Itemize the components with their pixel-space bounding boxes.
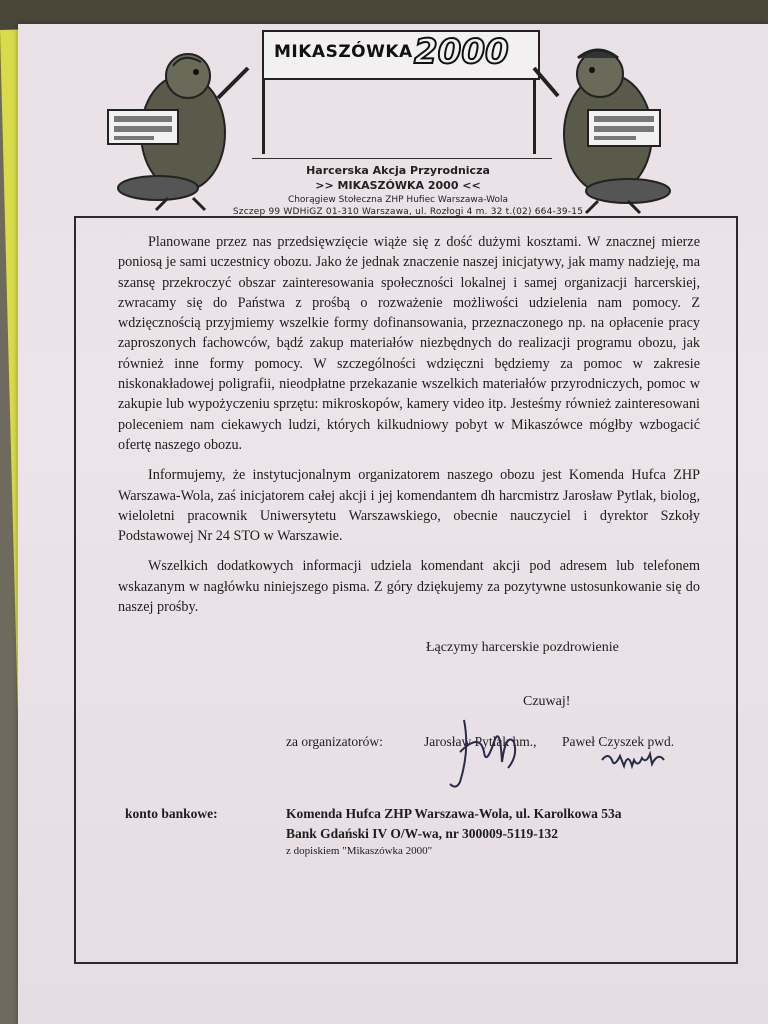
closing-czuwaj: Czuwaj! <box>523 694 571 709</box>
bank-recipient: Komenda Hufca ZHP Warszawa-Wola, ul. Karolkowa 53a <box>286 806 622 821</box>
banner-title: MIKASZÓWKA <box>274 42 413 62</box>
banner-pole-left <box>262 74 265 154</box>
beaver-left-illustration <box>98 38 258 213</box>
paragraph-contact: Wszelkich dodatkowych informacji udziela komendant akcji pod adresem lub telefonem wskazanym w nagłówku niniejszego pisma. Z góry dziękujemy za pozytywne ustosunkowanie się do naszej prośby. <box>118 558 700 616</box>
signature-czyszek <box>598 746 678 776</box>
header-rule <box>252 158 552 159</box>
signature-label: za organizatorów: <box>286 734 383 749</box>
letter-body <box>118 232 700 627</box>
bank-account-label: konto bankowe: <box>125 806 218 821</box>
greeting: Łączymy harcerskie pozdrowienie <box>426 640 619 655</box>
header-units: Chorągiew Stołeczna ZHP Hufiec Warszawa-Wola <box>287 195 509 205</box>
header-organization: Harcerska Akcja Przyrodnicza <box>306 164 490 177</box>
signer-pytlak: Jarosław Pytlak hm., <box>424 734 537 749</box>
signer-czyszek: Paweł Czyszek pwd. <box>562 734 675 749</box>
paragraph-costs: Planowane przez nas przedsięwzięcie wiąże się z dość dużymi kosztami. W znacznej mierze poniosą je sami uczestnicy obozu. Jako że jednak znaczenie naszej inicjatywy, jak mamy nadzieję, ma szansę przekroczyć obszar zainteresowania społeczności lokalnej i samej organizacji harcerskiej, zwracamy się do Państwa z prośbą o rozważenie możliwości udzielenia nam pomocy. Z wdzięcznością przyjmiemy wszelkie formy dofinansowania, przeznaczonego np. na opłacenie pracy zaproszonych fachowców, bądź zakup materiałów niezbędnych do realizacji programu obozu, jak również inne formy pomocy. W szczególności wdzięczni będziemy za pomoc w zakresie niskonakładowej poligrafii, nieodpłatne przekazanie wszelkich materiałów przyrodniczych, pomoc w zakupie lub wypożyczeniu sprzętu: mikroskopów, kamery video itp. Jesteśmy również zainteresowani poleceniem nam ciekawych ludzi, których kilkudniowy pobyt w Mikaszówce mógłby wzbogacić ofertę naszego obozu. <box>118 234 700 453</box>
signature-pytlak <box>446 712 526 792</box>
paragraph-organizer: Informujemy, że instytucjonalnym organizatorem naszego obozu jest Komenda Hufca ZHP Warszawa-Wola, zaś inicjatorem całej akcji i jej komendantem dh harcmistrz Jarosław Pytlak, biolog, wieloletni pracownik Uniwersytetu Warszawskiego, obecnie nauczyciel i dyrektor Szkoły Podstawowej Nr 24 STO w Warszawie. <box>118 467 700 545</box>
banner-year: 2000 <box>414 32 509 72</box>
header-action-name: >> MIKASZÓWKA 2000 << <box>315 179 481 192</box>
letterhead <box>18 24 768 224</box>
bank-transfer-note: z dopiskiem "Mikaszówka 2000" <box>286 845 433 857</box>
header-address: Szczep 99 WDHiGZ 01-310 Warszawa, ul. Rozłogi 4 m. 32 t.(02) 664-39-15 <box>232 207 584 217</box>
bank-account-number: Bank Gdański IV O/W-wa, nr 300009-5119-132 <box>286 826 559 841</box>
banner-sign <box>262 30 540 80</box>
